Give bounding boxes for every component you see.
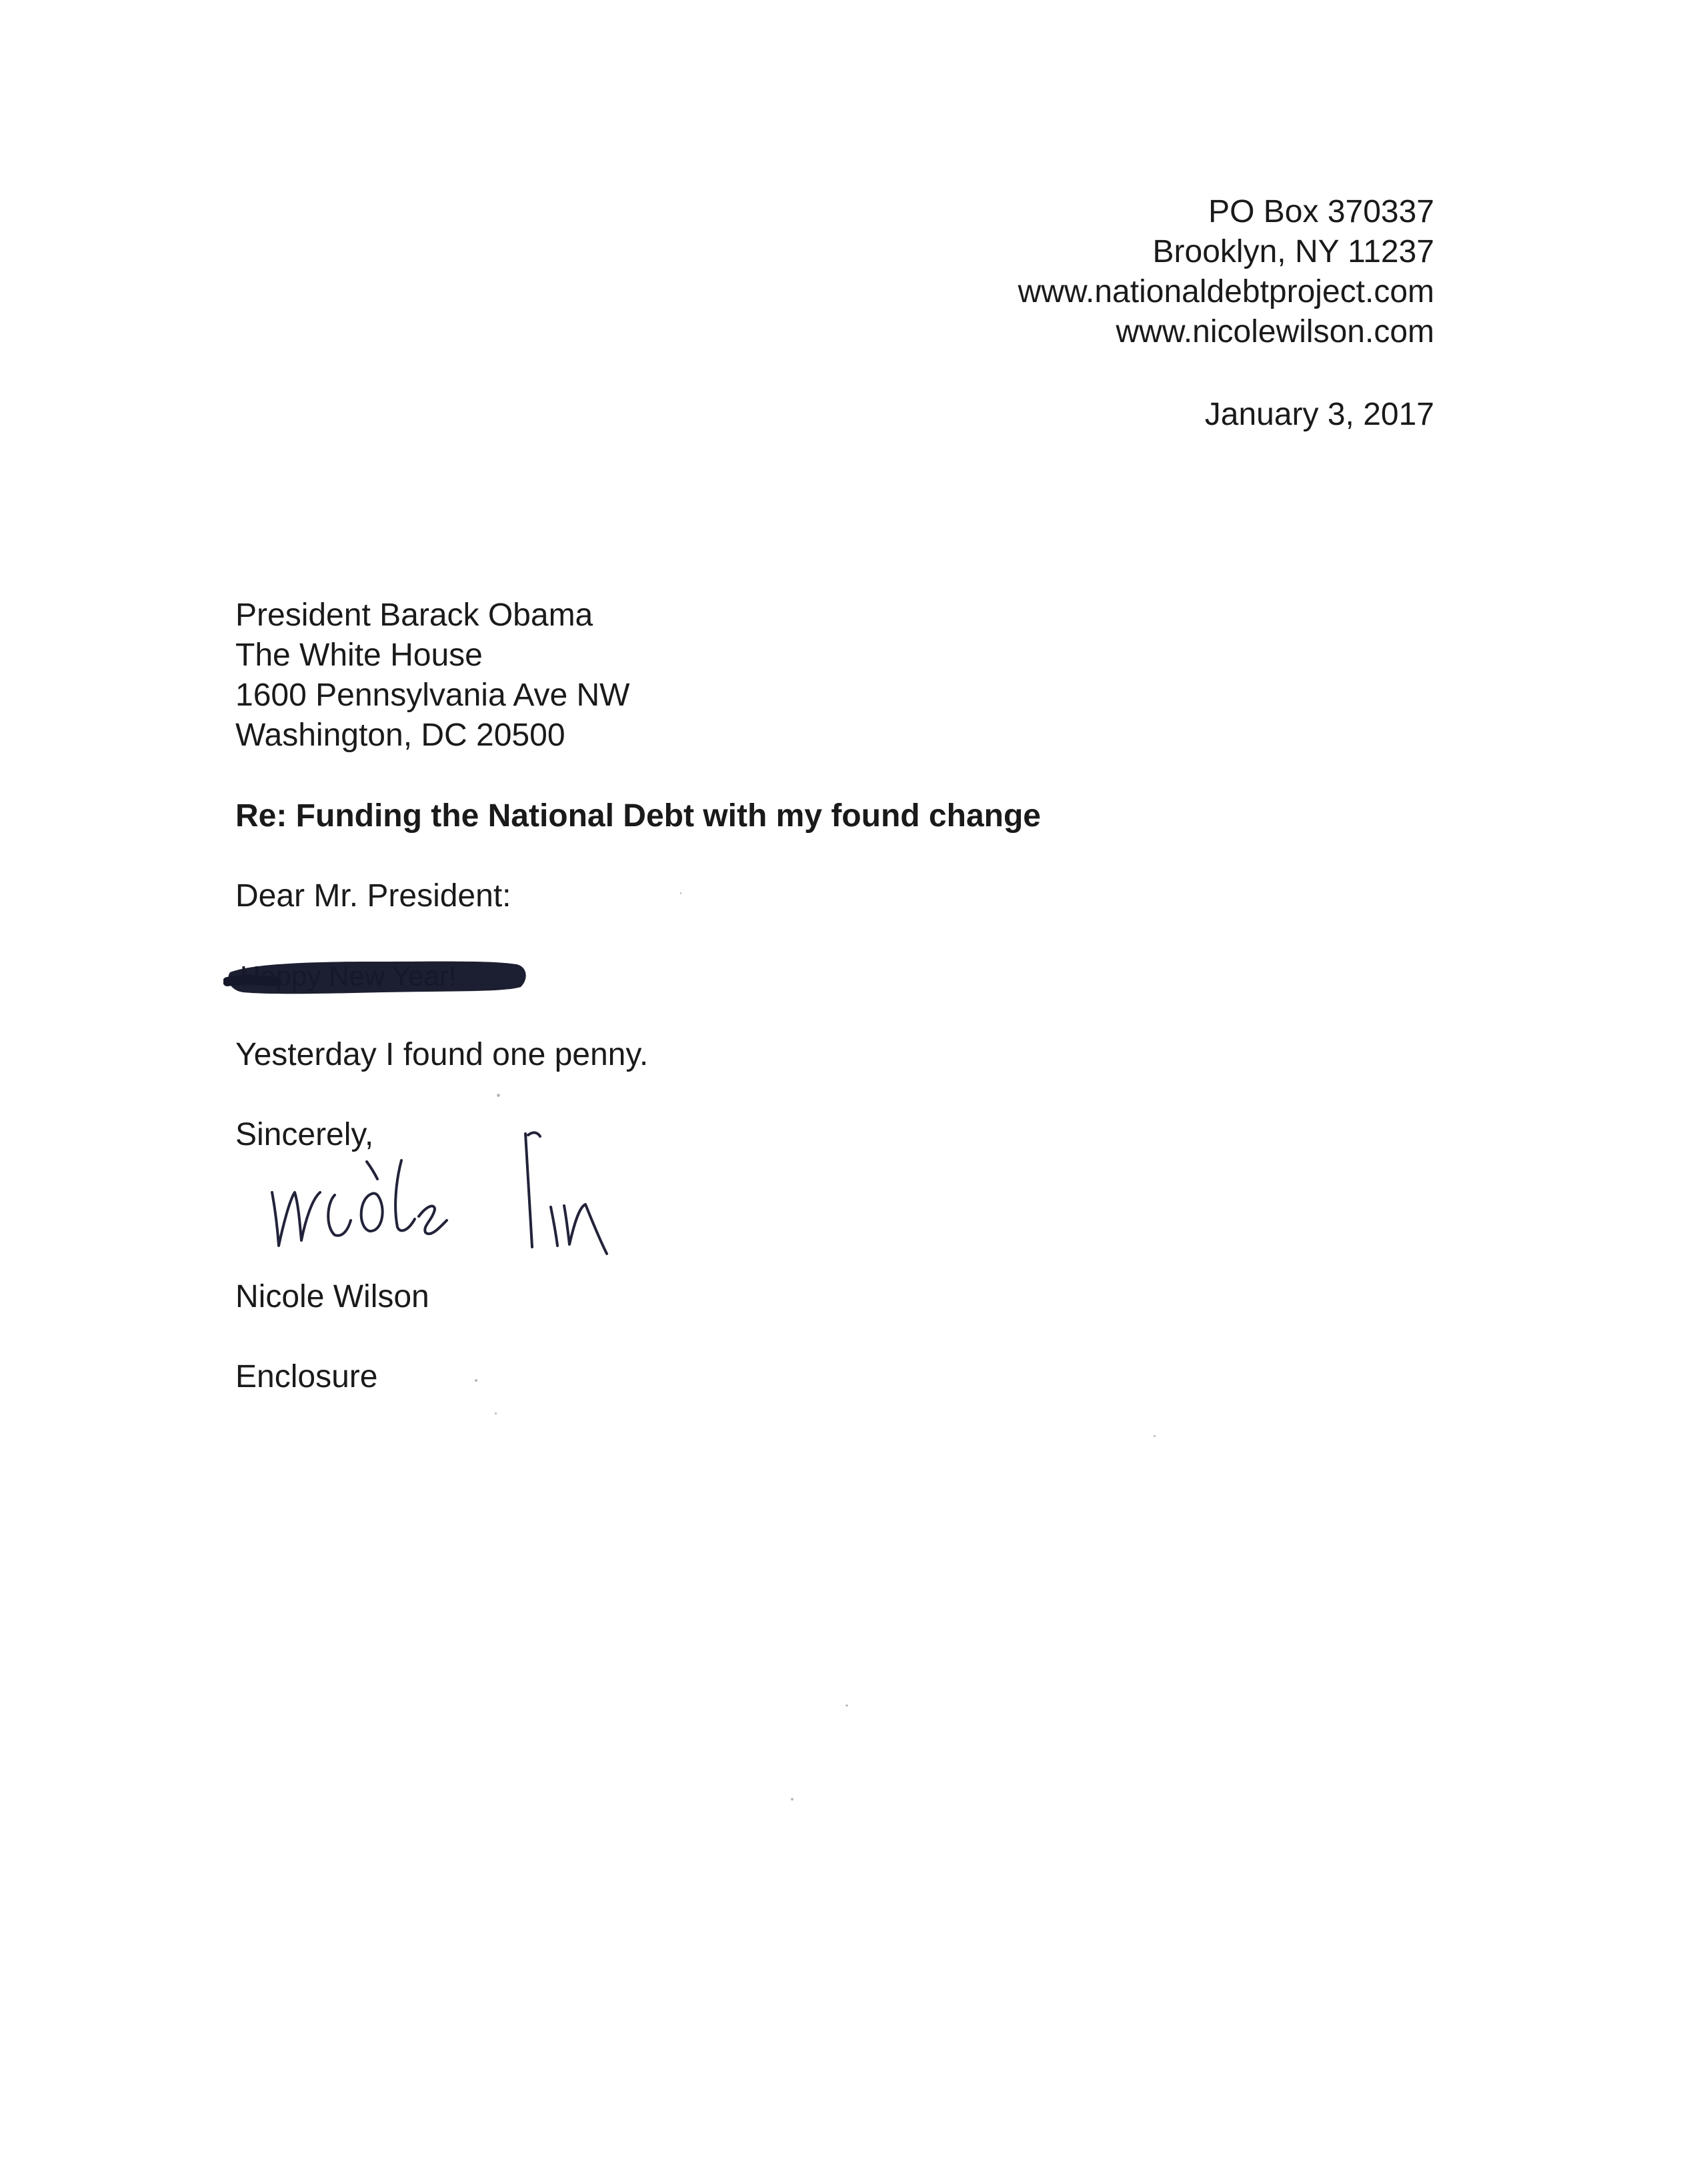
recipient-address [235, 596, 629, 756]
scan-speck [475, 1379, 477, 1382]
body-paragraph: Yesterday I found one penny. [235, 1037, 649, 1072]
scan-speck [680, 892, 681, 894]
sender-website-1: www.nationaldebtproject.com [1018, 274, 1434, 309]
scan-speck [791, 1798, 793, 1801]
closing: Sincerely, [235, 1117, 374, 1152]
redaction-marker [223, 952, 530, 1000]
recipient-city-line: Washington, DC 20500 [235, 718, 565, 753]
signer-name: Nicole Wilson [235, 1279, 429, 1314]
scan-speck [846, 1705, 848, 1707]
handwritten-signature [260, 1120, 660, 1267]
sender-website-2: www.nicolewilson.com [1116, 314, 1434, 349]
recipient-street: 1600 Pennsylvania Ave NW [235, 678, 630, 713]
recipient-name: President Barack Obama [235, 598, 593, 633]
sender-po-box: PO Box 370337 [1208, 194, 1434, 229]
sender-city-line: Brooklyn, NY 11237 [1152, 234, 1434, 269]
enclosure-note: Enclosure [235, 1359, 378, 1394]
scan-speck [497, 1094, 500, 1097]
recipient-org: The White House [235, 638, 483, 673]
letter-date: January 3, 2017 [1204, 397, 1434, 432]
scan-speck [1154, 1435, 1156, 1437]
sender-address [1018, 192, 1434, 352]
subject-line: Re: Funding the National Debt with my found change [235, 798, 1041, 834]
salutation: Dear Mr. President: [235, 878, 511, 914]
scan-speck [495, 1412, 497, 1414]
